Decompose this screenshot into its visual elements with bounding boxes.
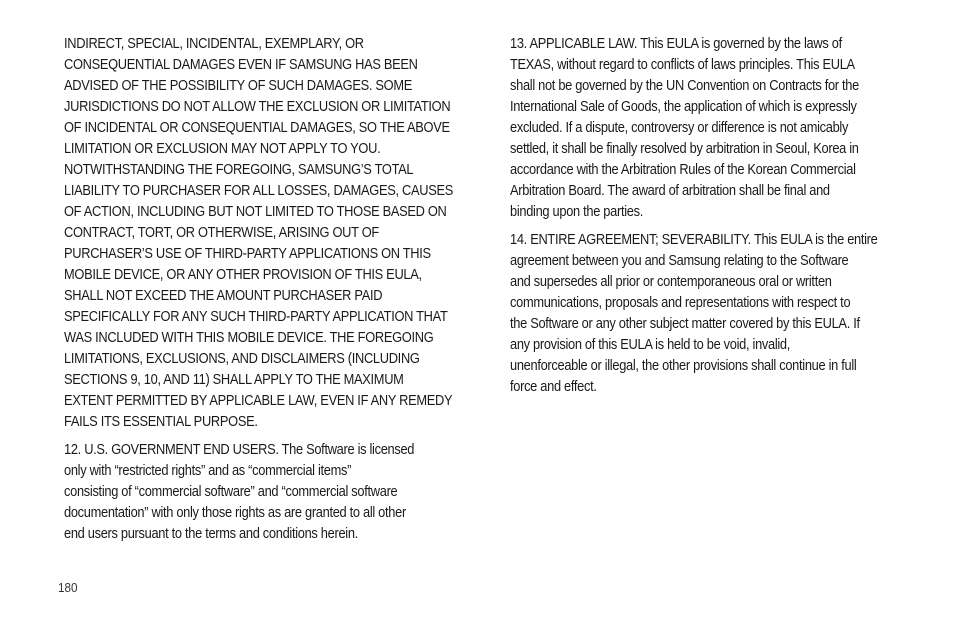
text-line: TEXAS, without regard to conflicts of laws principles. This EULA: [510, 57, 855, 73]
text-line: binding upon the parties.: [510, 204, 643, 220]
text-line: OF INCIDENTAL OR CONSEQUENTIAL DAMAGES, SO THE ABOVE: [64, 120, 450, 136]
right-text-column: [510, 34, 910, 405]
text-line: International Sale of Goods, the application of which is expressly: [510, 99, 857, 115]
text-line: unenforceable or illegal, the other provisions shall continue in full: [510, 358, 857, 374]
text-line: accordance with the Arbitration Rules of the Korean Commercial: [510, 162, 856, 178]
text-line: SECTIONS 9, 10, AND 11) SHALL APPLY TO THE MAXIMUM: [64, 372, 404, 388]
text-line: EXTENT PERMITTED BY APPLICABLE LAW, EVEN IF ANY REMEDY: [64, 393, 453, 409]
text-line: documentation” with only those rights as are granted to all other: [64, 505, 406, 521]
text-line: CONSEQUENTIAL DAMAGES EVEN IF SAMSUNG HAS BEEN: [64, 57, 418, 73]
paragraph: [510, 34, 910, 223]
paragraph: [64, 440, 460, 545]
text-line: INDIRECT, SPECIAL, INCIDENTAL, EXEMPLARY, OR: [64, 36, 364, 52]
text-line: agreement between you and Samsung relating to the Software: [510, 253, 849, 269]
text-line: FAILS ITS ESSENTIAL PURPOSE.: [64, 414, 258, 430]
text-line: the Software or any other subject matter covered by this EULA. If: [510, 316, 860, 332]
text-line: MOBILE DEVICE, OR ANY OTHER PROVISION OF THIS EULA,: [64, 267, 422, 283]
text-line: end users pursuant to the terms and conditions herein.: [64, 526, 358, 542]
text-line: ADVISED OF THE POSSIBILITY OF SUCH DAMAGES. SOME: [64, 78, 412, 94]
text-line: SHALL NOT EXCEED THE AMOUNT PURCHASER PAID: [64, 288, 383, 304]
text-line: settled, it shall be finally resolved by arbitration in Seoul, Korea in: [510, 141, 859, 157]
paragraph: [64, 34, 460, 433]
text-line: 13. APPLICABLE LAW. This EULA is governed by the laws of: [510, 36, 842, 52]
text-line: PURCHASER’S USE OF THIRD-PARTY APPLICATIONS ON THIS: [64, 246, 431, 262]
text-line: shall not be governed by the UN Convention on Contracts for the: [510, 78, 859, 94]
left-text-column: [64, 34, 460, 552]
text-line: WAS INCLUDED WITH THIS MOBILE DEVICE. THE FOREGOING: [64, 330, 434, 346]
text-line: 12. U.S. GOVERNMENT END USERS. The Software is licensed: [64, 442, 415, 458]
text-line: any provision of this EULA is held to be void, invalid,: [510, 337, 791, 353]
text-line: force and effect.: [510, 379, 597, 395]
text-line: JURISDICTIONS DO NOT ALLOW THE EXCLUSION OR LIMITATION: [64, 99, 451, 115]
text-line: and supersedes all prior or contemporaneous oral or written: [510, 274, 832, 290]
text-line: consisting of “commercial software” and “commercial software: [64, 484, 398, 500]
text-line: CONTRACT, TORT, OR OTHERWISE, ARISING OUT OF: [64, 225, 379, 241]
text-line: LIMITATION OR EXCLUSION MAY NOT APPLY TO YOU.: [64, 141, 381, 157]
text-line: communications, proposals and representations with respect to: [510, 295, 851, 311]
text-line: excluded. If a dispute, controversy or difference is not amicably: [510, 120, 849, 136]
text-line: LIMITATIONS, EXCLUSIONS, AND DISCLAIMERS (INCLUDING: [64, 351, 420, 367]
page-number: 180: [58, 580, 78, 595]
text-line: OF ACTION, INCLUDING BUT NOT LIMITED TO THOSE BASED ON: [64, 204, 447, 220]
text-line: Arbitration Board. The award of arbitration shall be final and: [510, 183, 830, 199]
paragraph: [510, 230, 910, 398]
text-line: LIABILITY TO PURCHASER FOR ALL LOSSES, DAMAGES, CAUSES: [64, 183, 454, 199]
text-line: SPECIFICALLY FOR ANY SUCH THIRD-PARTY APPLICATION THAT: [64, 309, 448, 325]
text-line: NOTWITHSTANDING THE FOREGOING, SAMSUNG’S TOTAL: [64, 162, 414, 178]
text-line: only with “restricted rights” and as “commercial items”: [64, 463, 352, 479]
text-line: 14. ENTIRE AGREEMENT; SEVERABILITY. This EULA is the entire: [510, 232, 878, 248]
